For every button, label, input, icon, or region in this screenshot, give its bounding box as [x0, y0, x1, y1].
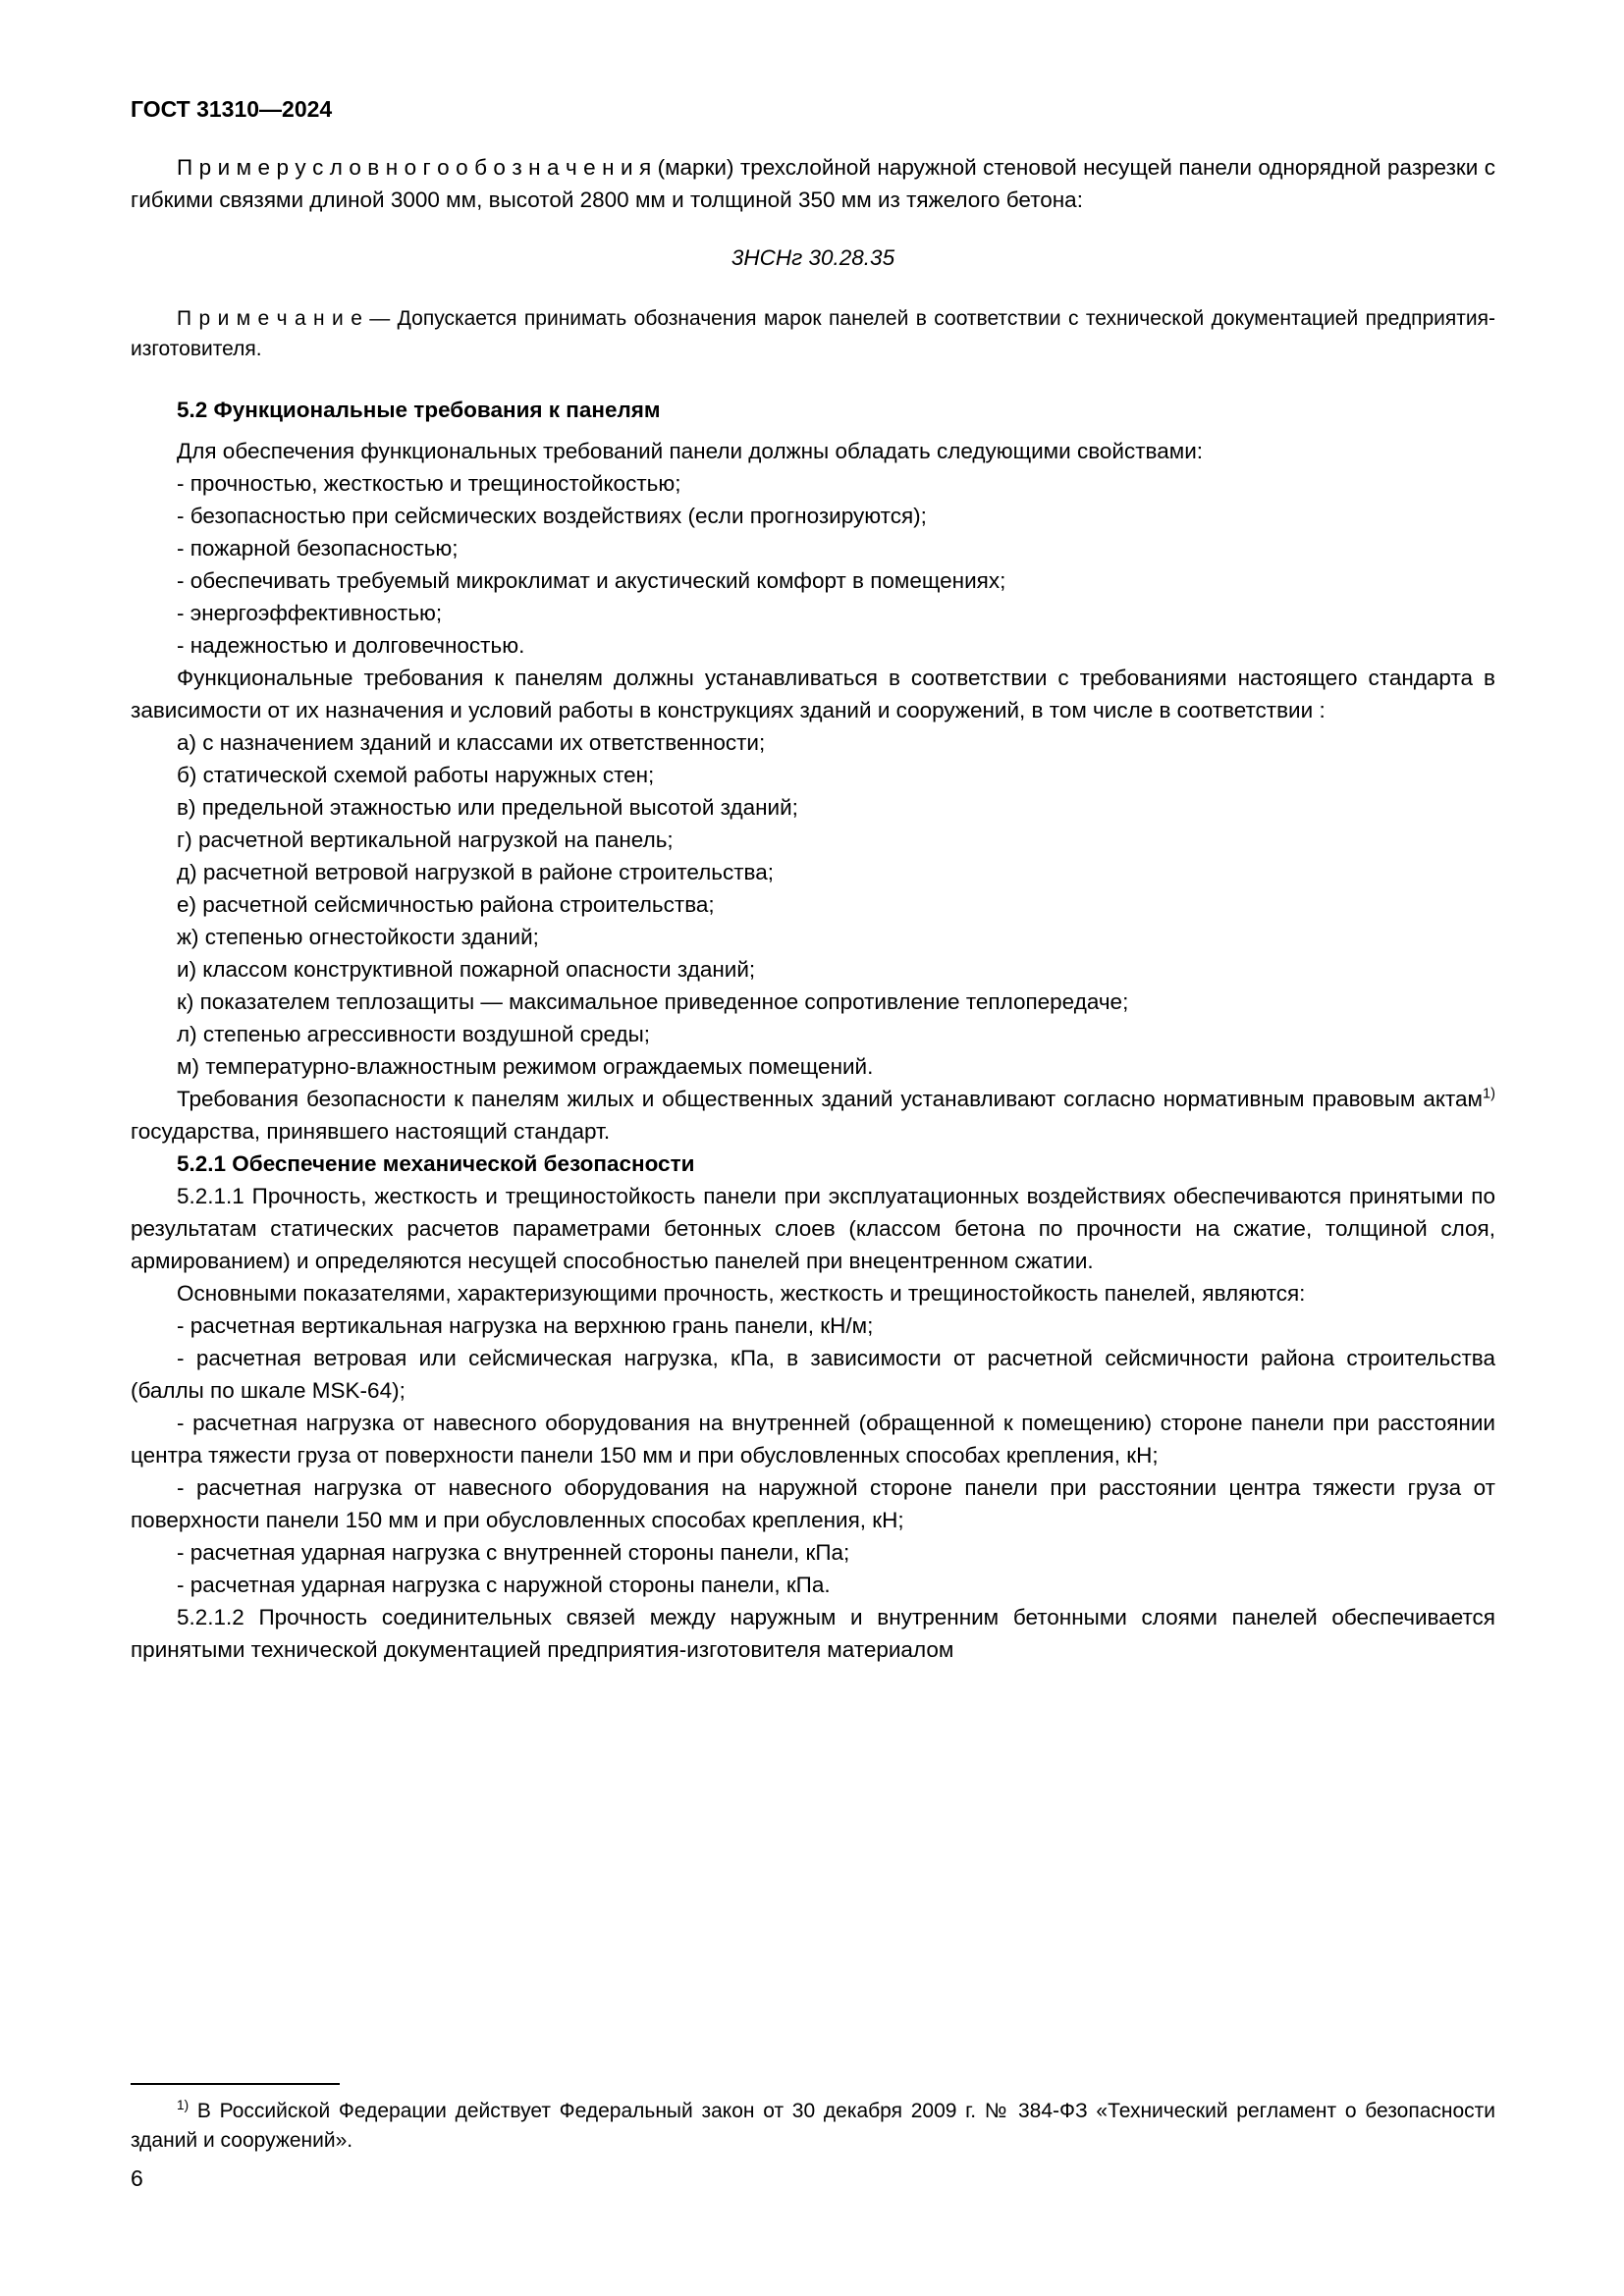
lettered-list-item: е) расчетной сейсмичностью района строительства;: [177, 892, 715, 917]
lettered-list-item: в) предельной этажностью или предельной высотой зданий;: [177, 795, 798, 820]
paragraph: 5.2.1.2 Прочность соединительных связей между наружным и внутренним бетонными слоями панелей обеспечивается принятыми технической документацией предприятия-изготовителя материалом: [131, 1605, 1495, 1662]
lettered-list-item: к) показателем теплозащиты — максимальное приведенное сопротивление теплопередаче;: [177, 989, 1129, 1014]
dash-list-item: - расчетная ударная нагрузка с наружной стороны панели, кПа.: [177, 1573, 831, 1597]
paragraph-text: Требования безопасности к панелям жилых и общественных зданий устанавливают согласно нормативным правовым актам: [177, 1087, 1483, 1111]
lettered-list-item: а) с назначением зданий и классами их ответственности;: [177, 730, 766, 755]
footnote-rule: [131, 2083, 340, 2085]
dash-list-item: - расчетная нагрузка от навесного оборудования на наружной стороне панели при расстоянии центра тяжести груза от поверхности панели 150 мм и при обусловленных способах крепления, кН;: [131, 1475, 1495, 1532]
footnote-reference: 1): [1483, 1086, 1495, 1102]
footnote: [131, 2097, 1495, 2156]
paragraph: Основными показателями, характеризующими прочность, жесткость и трещиностойкость панелей, являются:: [177, 1281, 1306, 1306]
dash-list-item: - прочностью, жесткостью и трещиностойкостью;: [177, 471, 681, 496]
lettered-list-item: л) степенью агрессивности воздушной среды;: [177, 1022, 651, 1046]
note-paragraph: П р и м е ч а н и е — Допускается принимать обозначения марок панелей в соответствии с технической документацией предприятия-изготовителя.: [131, 307, 1495, 360]
example-intro-paragraph: П р и м е р у с л о в н о г о о б о з н а ч е н и я (марки) трехслойной наружной стеновой несущей панели однорядной разрезки с гибкими связями длиной 3000 мм, высотой 2800 мм и толщиной 350 мм из тяжелого бетона:: [131, 155, 1495, 212]
dash-list-item: - энергоэффективностью;: [177, 601, 443, 625]
lettered-list-item: м) температурно-влажностным режимом ограждаемых помещений.: [177, 1054, 874, 1079]
designation-example: 3НСНг 30.28.35: [731, 245, 895, 270]
footnote-text: В Российской Федерации действует Федеральный закон от 30 декабря 2009 г. № 384-ФЗ «Технический регламент о безопасности зданий и сооружений».: [131, 2100, 1495, 2152]
paragraph-text: государства, принявшего настоящий стандарт.: [131, 1119, 611, 1144]
paragraph: Функциональные требования к панелям должны устанавливаться в соответствии с требованиями настоящего стандарта в зависимости от их назначения и условий работы в конструкциях зданий и сооружений, в том числе в соответствии :: [131, 666, 1495, 722]
dash-list-item: - безопасностью при сейсмических воздействиях (если прогнозируются);: [177, 504, 927, 528]
lettered-list-item: б) статической схемой работы наружных стен;: [177, 763, 655, 787]
dash-list-item: - расчетная вертикальная нагрузка на верхнюю грань панели, кН/м;: [177, 1313, 874, 1338]
lettered-list-item: и) классом конструктивной пожарной опасности зданий;: [177, 957, 756, 982]
footnote-block: [131, 2083, 1495, 2156]
paragraph: 5.2.1.1 Прочность, жесткость и трещиностойкость панели при эксплуатационных воздействиях обеспечиваются принятыми по результатам статических расчетов параметрами бетонных слоев (классом бетона по прочности на сжатие, толщиной слоя, армированием) и определяются несущей способностью панелей при внецентренном сжатии.: [131, 1184, 1495, 1273]
dash-list-item: - расчетная ветровая или сейсмическая нагрузка, кПа, в зависимости от расчетной сейсмичности района строительства (баллы по шкале MSK-64);: [131, 1346, 1495, 1403]
lettered-list-item: д) расчетной ветровой нагрузкой в районе строительства;: [177, 860, 775, 884]
dash-list-item: - расчетная нагрузка от навесного оборудования на внутренней (обращенной к помещению) стороне панели при расстоянии центра тяжести груза от поверхности панели 150 мм и при обусловленных способах крепления, кН;: [131, 1411, 1495, 1468]
dash-list-item: - пожарной безопасностью;: [177, 536, 459, 561]
paragraph-with-footnote-ref: [131, 1083, 1495, 1148]
dash-list-item: - надежностью и долговечностью.: [177, 633, 525, 658]
lettered-list-item: ж) степенью огнестойкости зданий;: [177, 925, 539, 949]
section-heading-5-2-1: 5.2.1 Обеспечение механической безопасности: [177, 1151, 695, 1176]
lettered-list-item: г) расчетной вертикальной нагрузкой на панель;: [177, 828, 674, 852]
page-number: 6: [131, 2165, 143, 2191]
footnote-marker: 1): [177, 2098, 189, 2112]
dash-list-item: - расчетная ударная нагрузка с внутренней стороны панели, кПа;: [177, 1540, 850, 1565]
doc-header: ГОСТ 31310—2024: [131, 96, 333, 122]
section-heading-5-2: 5.2 Функциональные требования к панелям: [177, 398, 661, 422]
paragraph: Для обеспечения функциональных требований панели должны обладать следующими свойствами:: [177, 439, 1204, 463]
dash-list-item: - обеспечивать требуемый микроклимат и акустический комфорт в помещениях;: [177, 568, 1006, 593]
